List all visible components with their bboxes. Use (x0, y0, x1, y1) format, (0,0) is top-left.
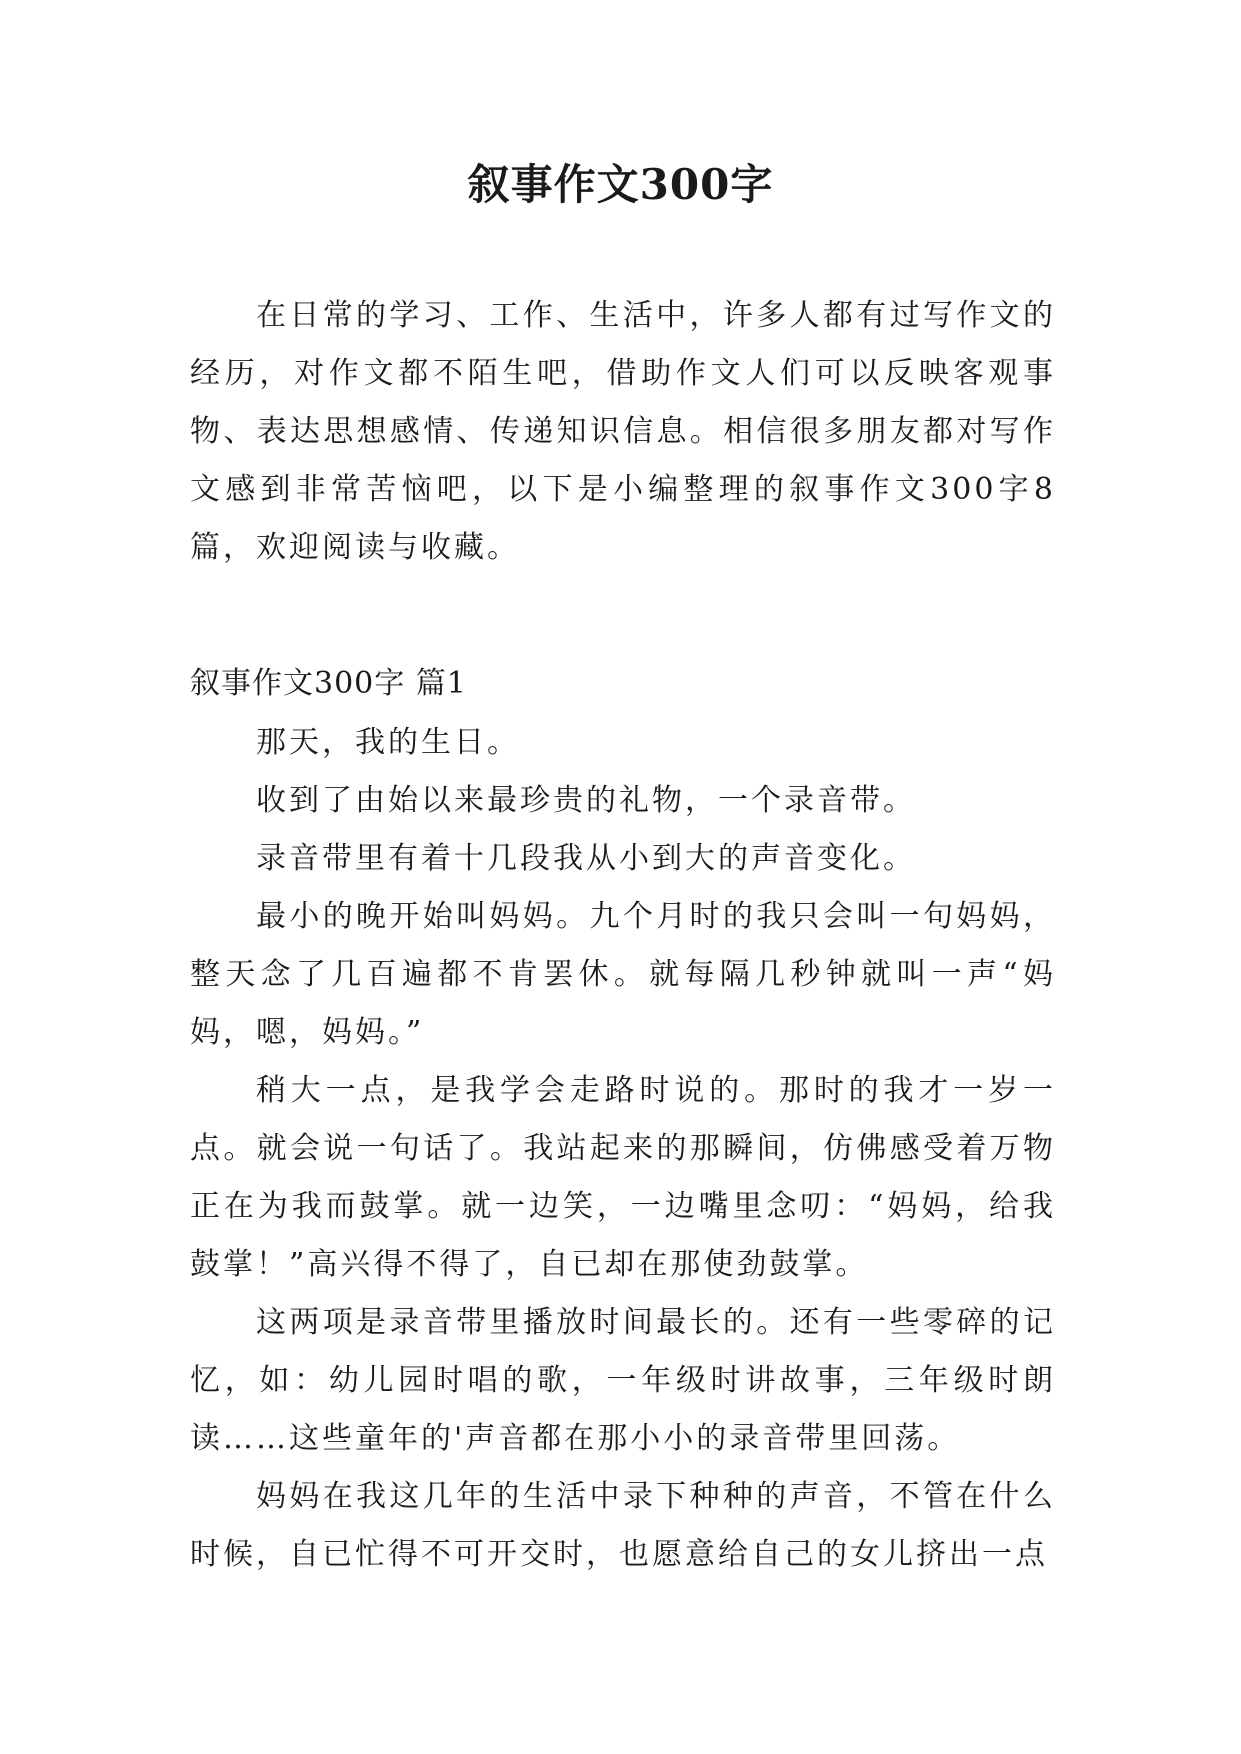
document-body (190, 287, 1056, 1584)
story-paragraph-5: 稍大一点，是我学会走路时说的。那时的我才一岁一点。就会说一句话了。我站起来的那瞬间，仿佛感受着万物正在为我而鼓掌。就一边笑，一边嘴里念叨：“妈妈，给我鼓掌！”高兴得不得了，自已却在那使劲鼓掌。 (190, 1073, 1056, 1282)
story-paragraph-7: 妈妈在我这几年的生活中录下种种的声音，不管在什么时候，自已忙得不可开交时，也愿意给自己的女儿挤出一点 (190, 1479, 1056, 1572)
document-title: 叙事作文300字 (467, 160, 774, 209)
story-paragraph-4: 最小的晚开始叫妈妈。九个月时的我只会叫一句妈妈，整天念了几百遍都不肯罢休。就每隔几秒钟就叫一声“妈妈，嗯，妈妈。” (190, 899, 1056, 1050)
story-paragraph-1: 那天，我的生日。 (256, 725, 520, 760)
story-paragraph-6: 这两项是录音带里播放时间最长的。还有一些零碎的记忆，如：幼儿园时唱的歌，一年级时讲故事，三年级时朗读……这些童年的'声音都在那小小的录音带里回荡。 (190, 1305, 1056, 1456)
story-section (190, 714, 1056, 1584)
story-paragraph-2: 收到了由始以来最珍贵的礼物，一个录音带。 (256, 783, 916, 818)
intro-paragraph: 在日常的学习、工作、生活中，许多人都有过写作文的经历，对作文都不陌生吧，借助作文人们可以反映客观事物、表达思想感情、传递知识信息。相信很多朋友都对写作文感到非常苦恼吧，以下是小编整理的叙事作文300字8篇，欢迎阅读与收藏。 (190, 298, 1056, 565)
section-heading: 叙事作文300字 篇1 (190, 666, 467, 701)
story-paragraph-3: 录音带里有着十几段我从小到大的声音变化。 (256, 841, 916, 876)
